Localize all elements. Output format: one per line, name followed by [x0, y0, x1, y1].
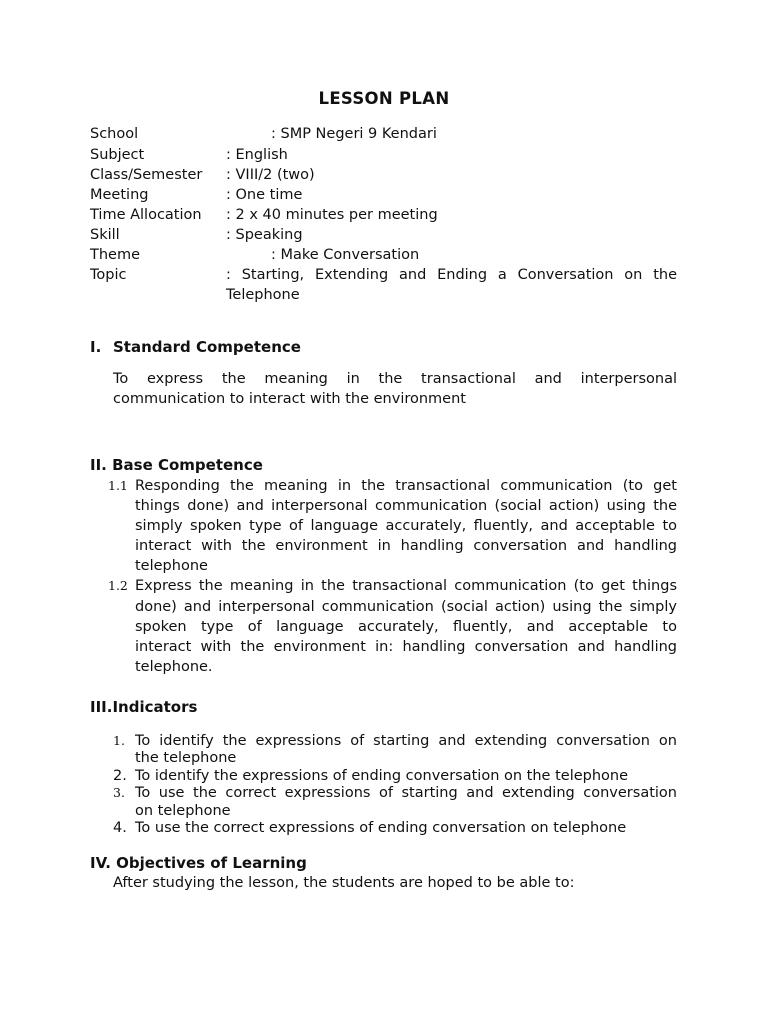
base-competence-line: telephone.	[135, 659, 213, 675]
topic-value-line1: : Starting, Extending and Ending a Conversation on the	[226, 267, 677, 283]
indicator-line: the telephone	[135, 750, 237, 766]
topic-label: Topic	[90, 267, 127, 283]
base-competence-line: Express the meaning in the transactional communication (to get things	[135, 578, 677, 594]
section4-heading: IV. Objectives of Learning	[90, 854, 307, 872]
page-title: LESSON PLAN	[318, 89, 450, 108]
indicator-number: 1.	[113, 733, 125, 748]
class-value: : VIII/2 (two)	[226, 167, 315, 183]
base-competence-line: Responding the meaning in the transactional communication (to get	[135, 478, 677, 494]
base-competence-line: interact with the environment in: handling conversation and handling	[135, 639, 677, 655]
skill-label: Skill	[90, 227, 120, 243]
time-label: Time Allocation	[90, 207, 202, 223]
section2-heading: II. Base Competence	[90, 456, 263, 474]
indicator-number: 3.	[113, 785, 125, 800]
section1-text-line1: To express the meaning in the transactional and interpersonal	[113, 371, 677, 387]
indicator-line: To identify the expressions of ending conversation on the telephone	[135, 768, 629, 784]
topic-value-line2: Telephone	[226, 287, 300, 303]
base-competence-line: spoken type of language accurately, fluently, and acceptable to	[135, 619, 677, 635]
skill-value: : Speaking	[226, 227, 303, 243]
section4-intro: After studying the lesson, the students are hoped to be able to:	[113, 875, 575, 891]
school-label: School	[90, 126, 139, 142]
base-competence-number: 1.1	[108, 478, 128, 493]
time-value: : 2 x 40 minutes per meeting	[226, 207, 438, 223]
base-competence-line: done) and interpersonal communication (social action) using the simply	[135, 599, 677, 615]
section3-heading: III.Indicators	[90, 698, 198, 716]
base-competence-line: interact with the environment in handling conversation and handling	[135, 538, 677, 554]
indicator-line: To use the correct expressions of ending conversation on telephone	[135, 820, 627, 836]
base-competence-line: telephone	[135, 558, 208, 574]
indicator-line: To use the correct expressions of starting and extending conversation	[135, 785, 677, 801]
section1-heading: Standard Competence	[113, 338, 301, 356]
school-value: : SMP Negeri 9 Kendari	[271, 126, 437, 142]
subject-value: : English	[226, 147, 288, 163]
indicator-number: 2.	[113, 768, 127, 784]
indicator-line: To identify the expressions of starting and extending conversation on	[135, 733, 677, 749]
indicator-number: 4.	[113, 820, 127, 836]
subject-label: Subject	[90, 147, 145, 163]
meeting-value: : One time	[226, 187, 303, 203]
base-competence-line: things done) and interpersonal communication (social action) using the	[135, 498, 677, 514]
theme-value: : Make Conversation	[271, 247, 420, 263]
meeting-label: Meeting	[90, 187, 149, 203]
section1-text-line2: communication to interact with the environment	[113, 391, 466, 407]
theme-label: Theme	[90, 247, 141, 263]
base-competence-number: 1.2	[108, 578, 128, 593]
base-competence-line: simply spoken type of language accurately, fluently, and acceptable to	[135, 518, 677, 534]
class-label: Class/Semester	[90, 167, 203, 183]
section1-number: I.	[90, 338, 102, 356]
indicator-line: on telephone	[135, 803, 231, 819]
